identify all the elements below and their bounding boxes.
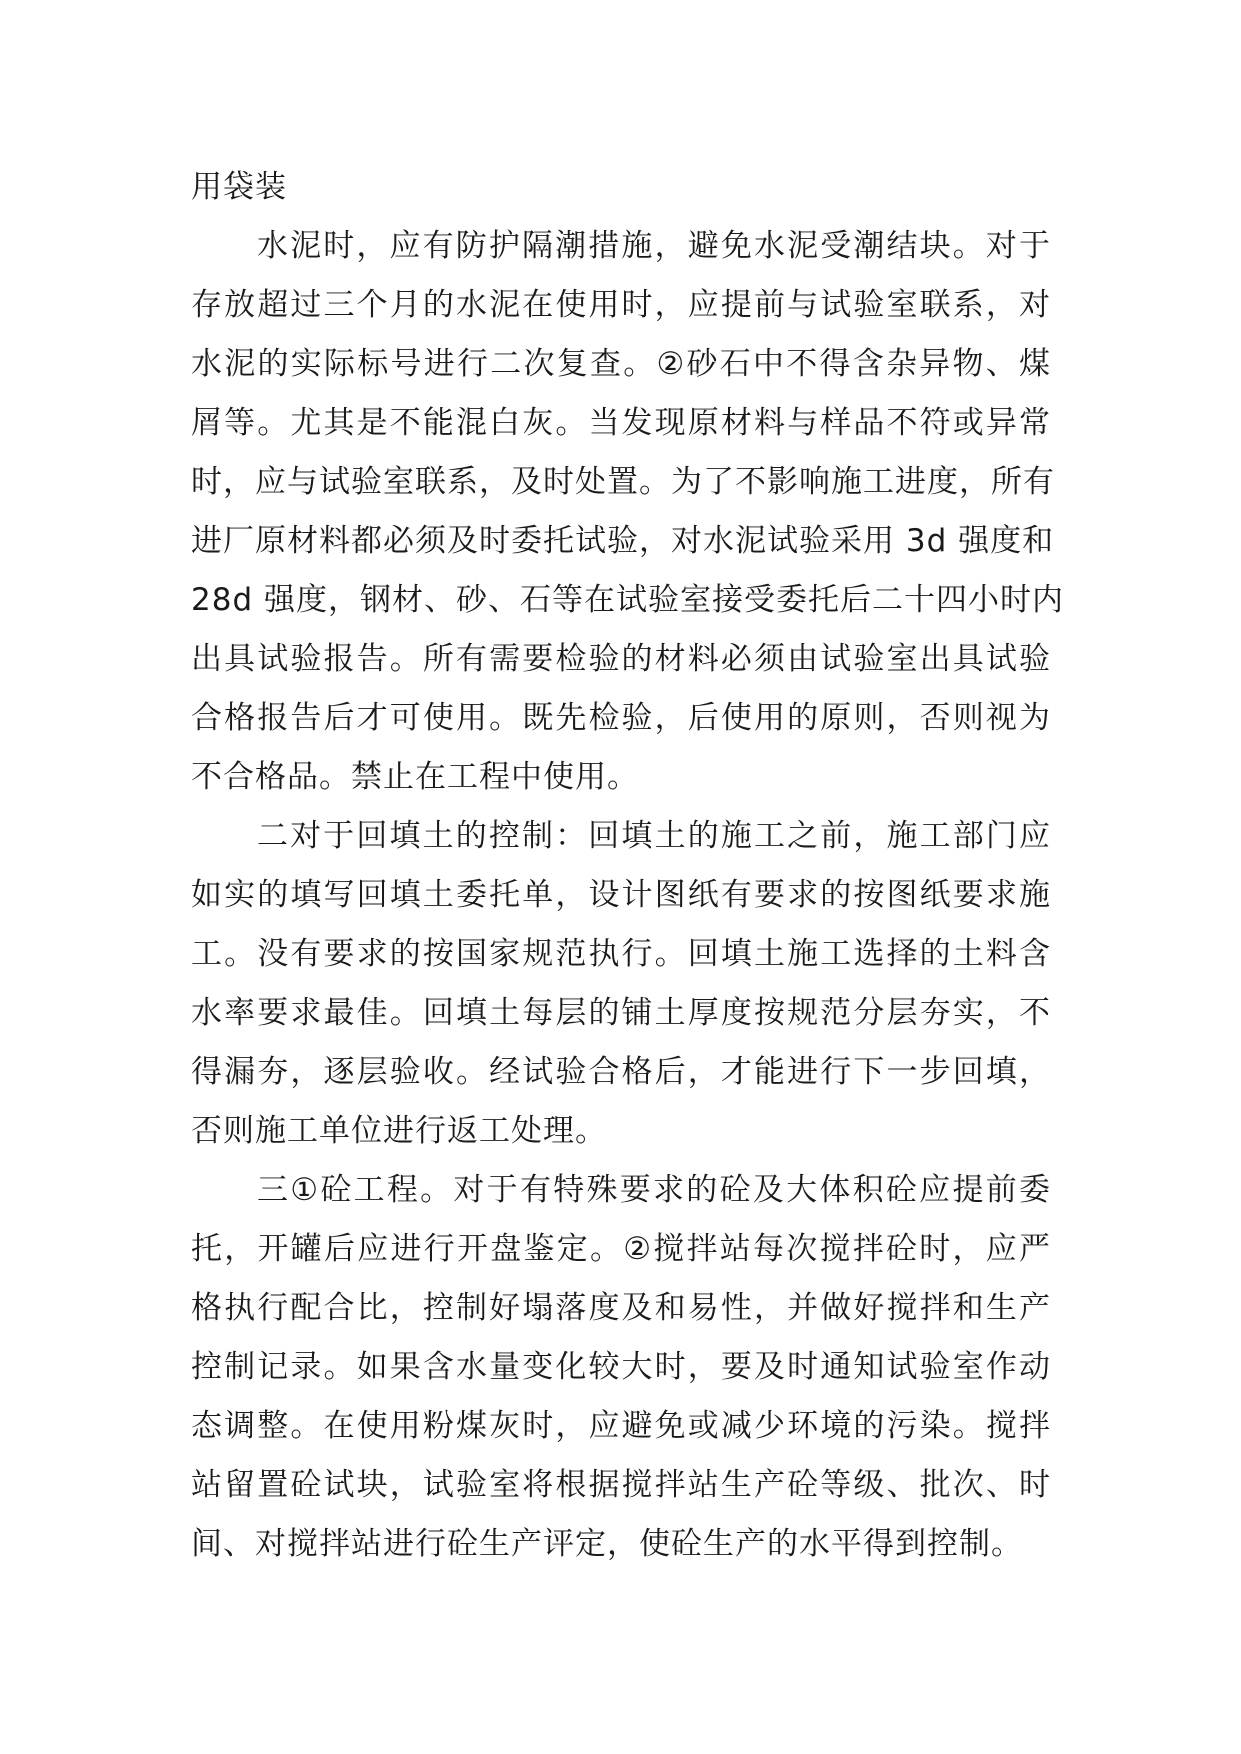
text-line: 否则施工单位进行返工处理。: [191, 1113, 607, 1149]
text-line: 二对于回填土的控制：回填土的施工之前，施工部门应: [257, 818, 1051, 854]
paragraph-concrete: [191, 1161, 1051, 1574]
text-line: 存放超过三个月的水泥在使用时，应提前与试验室联系，对: [191, 287, 1051, 323]
text-line: 时，应与试验室联系，及时处置。为了不影响施工进度，所有: [191, 464, 1055, 500]
text-line: 三①砼工程。对于有特殊要求的砼及大体积砼应提前委: [257, 1172, 1051, 1208]
text-line: 工。没有要求的按国家规范执行。回填土施工选择的土料含: [191, 936, 1051, 972]
text-line: 屑等。尤其是不能混白灰。当发现原材料与样品不符或异常: [191, 405, 1051, 441]
text-line: 站留置砼试块，试验室将根据搅拌站生产砼等级、批次、时: [191, 1467, 1051, 1503]
text-line: 出具试验报告。所有需要检验的材料必须由试验室出具试验: [191, 641, 1051, 677]
text-line: 水率要求最佳。回填土每层的铺土厚度按规范分层夯实，不: [191, 995, 1051, 1031]
text-line: 合格报告后才可使用。既先检验，后使用的原则，否则视为: [191, 700, 1051, 736]
text-line: 如实的填写回填土委托单，设计图纸有要求的按图纸要求施: [191, 877, 1051, 913]
text-line: 格执行配合比，控制好塌落度及和易性，并做好搅拌和生产: [191, 1290, 1051, 1326]
paragraph-backfill: [191, 807, 1051, 1161]
text-line: 水泥时，应有防护隔潮措施，避免水泥受潮结块。对于: [257, 228, 1051, 264]
document-page: [191, 158, 1064, 1574]
text-line: 态调整。在使用粉煤灰时，应避免或减少环境的污染。搅拌: [191, 1408, 1051, 1444]
paragraph-fragment: [191, 158, 1051, 217]
text-line: 控制记录。如果含水量变化较大时，要及时通知试验室作动: [191, 1349, 1051, 1385]
text-line: 28d 强度，钢材、砂、石等在试验室接受委托后二十四小时内: [191, 582, 1064, 618]
text-line: 托，开罐后应进行开盘鉴定。②搅拌站每次搅拌砼时，应严: [191, 1231, 1051, 1267]
text-line: 进厂原材料都必须及时委托试验，对水泥试验采用 3d 强度和: [191, 523, 1055, 559]
paragraph-materials: [191, 217, 1064, 807]
text-line: 不合格品。禁止在工程中使用。: [191, 759, 639, 795]
text-line: 间、对搅拌站进行砼生产评定，使砼生产的水平得到控制。: [191, 1526, 1023, 1562]
text-line: 得漏夯，逐层验收。经试验合格后，才能进行下一步回填，: [191, 1054, 1051, 1090]
text-line: 水泥的实际标号进行二次复查。②砂石中不得含杂异物、煤: [191, 346, 1051, 382]
text-line: 用袋装: [191, 169, 287, 205]
